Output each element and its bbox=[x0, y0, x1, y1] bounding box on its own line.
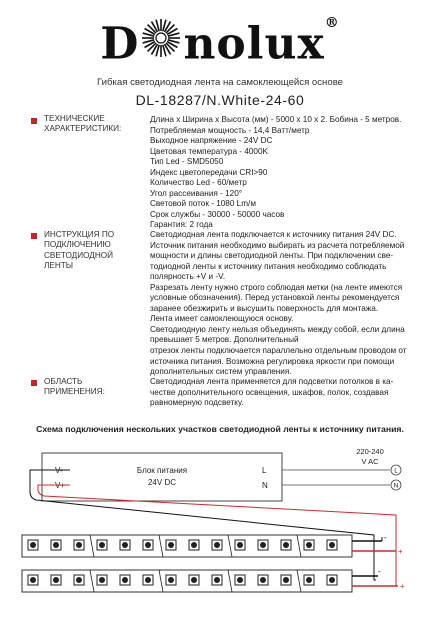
scheme-title: Схема подключения нескольких участков светодиодной ленты к источнику питания. bbox=[36, 424, 404, 434]
led-chip-dot bbox=[260, 542, 266, 548]
led-chip-dot bbox=[306, 577, 312, 583]
instruction-line: Светодиодная лента подключается к источнику питания 24V DC. bbox=[150, 230, 397, 239]
spec-line: Тип Led - SMD5050 bbox=[150, 157, 224, 167]
instruction-line: Разрезать ленту нужно строго соблюдая метки (на ленте имеются bbox=[150, 282, 403, 292]
spec-line: Выходное напряжение - 24V DC bbox=[150, 136, 273, 146]
logo-word: nolux bbox=[183, 18, 325, 70]
led-chip-dot bbox=[191, 577, 197, 583]
led-chip-dot bbox=[237, 577, 243, 583]
section-bullet bbox=[31, 118, 37, 124]
led-chip-dot bbox=[76, 577, 82, 583]
logo-letter-d: D bbox=[100, 18, 140, 70]
usage-line: Светодиодная лента применяется для подсветки потолков в ка- bbox=[150, 377, 394, 386]
section-body-specs bbox=[150, 115, 415, 231]
ac-terminal-n-label: N bbox=[393, 482, 399, 490]
led-chip-dot bbox=[145, 577, 151, 583]
terminal-v-plus: V+ bbox=[55, 481, 66, 490]
instruction-line: мощности и длины светодиодной ленты. При подключении све- bbox=[150, 251, 394, 261]
led-chip-dot bbox=[145, 542, 151, 548]
sun-logo-icon bbox=[139, 16, 183, 71]
section-bullet bbox=[31, 233, 37, 239]
led-chip-dot bbox=[122, 577, 128, 583]
ac-label: V AC bbox=[361, 457, 379, 466]
spec-line: Цветовая температура - 4000K bbox=[150, 146, 268, 156]
led-chip-dot bbox=[329, 542, 335, 548]
section-body-install bbox=[150, 230, 415, 378]
led-chip-dot bbox=[53, 542, 59, 548]
terminal-n: N bbox=[262, 481, 268, 490]
section-title-usage: ОБЛАСТЬ ПРИМЕНЕНИЯ: bbox=[44, 377, 105, 397]
strip-1-minus: - bbox=[384, 533, 387, 542]
spec-line: Гарантия: 2 года bbox=[150, 220, 213, 230]
strip-2-minus: - bbox=[378, 567, 381, 576]
section-title-specs: ТЕХНИЧЕСКИЕ ХАРАКТЕРИСТИКИ: bbox=[44, 114, 122, 134]
usage-line: равномерную подсветку. bbox=[150, 398, 244, 408]
led-chip-dot bbox=[168, 542, 174, 548]
instruction-line: полярность +V и -V. bbox=[150, 272, 226, 282]
led-chip-dot bbox=[329, 577, 335, 583]
led-chip-dot bbox=[260, 577, 266, 583]
led-chip-dot bbox=[214, 577, 220, 583]
led-chip-dot bbox=[214, 542, 220, 548]
led-chip-dot bbox=[283, 542, 289, 548]
section-title-install: ИНСТРУКЦИЯ ПО ПОДКЛЮЧЕНИЮ СВЕТОДИОДНОЙ ЛЕНТЫ bbox=[44, 230, 115, 271]
led-chip-dot bbox=[30, 577, 36, 583]
wiring-diagram bbox=[0, 440, 440, 623]
terminal-v-minus: V- bbox=[55, 466, 63, 475]
led-chip-dot bbox=[76, 542, 82, 548]
led-chip-dot bbox=[99, 542, 105, 548]
ac-voltage: 220-240 bbox=[356, 447, 384, 456]
instruction-line: превышает 5 метров. Дополнительный bbox=[150, 335, 299, 345]
registered-mark: ® bbox=[324, 15, 340, 31]
spec-line: Потребляемая мощность - 14,4 Ватт/метр bbox=[150, 125, 310, 135]
led-chip-dot bbox=[53, 577, 59, 583]
terminal-l: L bbox=[262, 466, 267, 475]
led-strip-1 bbox=[22, 533, 403, 557]
instruction-line: тодиодной ленты к источнику питания необходимо соблюдать bbox=[150, 261, 387, 271]
brand-logo bbox=[0, 14, 440, 75]
section-body-usage bbox=[150, 377, 415, 409]
spec-line: Индекс цветопередачи CRI>90 bbox=[150, 167, 268, 177]
instruction-line: Источник питания необходимо выбирать из расчета потребляемой bbox=[150, 240, 405, 250]
section-bullet bbox=[31, 380, 37, 386]
spec-line: Длина х Ширина х Высота (мм) - 5000 х 10 х 2. Бобина - 5 метров. bbox=[150, 115, 402, 124]
strip-2-plus: + bbox=[400, 582, 405, 591]
led-chip-dot bbox=[237, 542, 243, 548]
product-model: DL-18287/N.White-24-60 bbox=[135, 92, 305, 108]
spec-line: Световой поток - 1080 Lm/м bbox=[150, 199, 256, 209]
led-chip-dot bbox=[122, 542, 128, 548]
led-chip-dot bbox=[283, 577, 289, 583]
power-supply-box bbox=[42, 453, 282, 501]
spec-line: Срок службы - 30000 - 50000 часов bbox=[150, 209, 285, 219]
spec-line: Количество Led - 60/метр bbox=[150, 178, 247, 188]
usage-line: честве дополнительного освещения, шкафов, полок, создавая bbox=[150, 387, 389, 397]
instruction-line: условные обозначения). Перед установкой ленты рекомендуется bbox=[150, 293, 400, 303]
psu-voltage: 24V DC bbox=[147, 478, 177, 487]
spec-line: Угол рассеивания - 120° bbox=[150, 188, 243, 198]
psu-label: Блок питания bbox=[136, 466, 188, 475]
led-chip-dot bbox=[30, 542, 36, 548]
led-chip-dot bbox=[306, 542, 312, 548]
led-chip-dot bbox=[168, 577, 174, 583]
instruction-line: Светодиодную ленту нельзя объединять между собой, если длина bbox=[150, 324, 405, 334]
instruction-line: отрезок ленты подключается параллельно отдельным проводом от bbox=[150, 346, 407, 356]
led-chip-dot bbox=[191, 542, 197, 548]
strip-1-plus: + bbox=[398, 547, 403, 556]
instruction-line: дополнительных систем управления. bbox=[150, 367, 292, 377]
product-subtitle: Гибкая светодиодная лента на самоклеющейся основе bbox=[96, 77, 344, 88]
led-chip-dot bbox=[99, 577, 105, 583]
instruction-line: источника питания. Возможна регулировка яркости при помощи bbox=[150, 356, 395, 366]
ac-terminal-l-label: L bbox=[394, 467, 398, 475]
instruction-line: Лента имеет самоклеющуюся основу. bbox=[150, 314, 294, 324]
instruction-line: заранее обезжирить и высушить поверхность для монтажа. bbox=[150, 303, 379, 313]
